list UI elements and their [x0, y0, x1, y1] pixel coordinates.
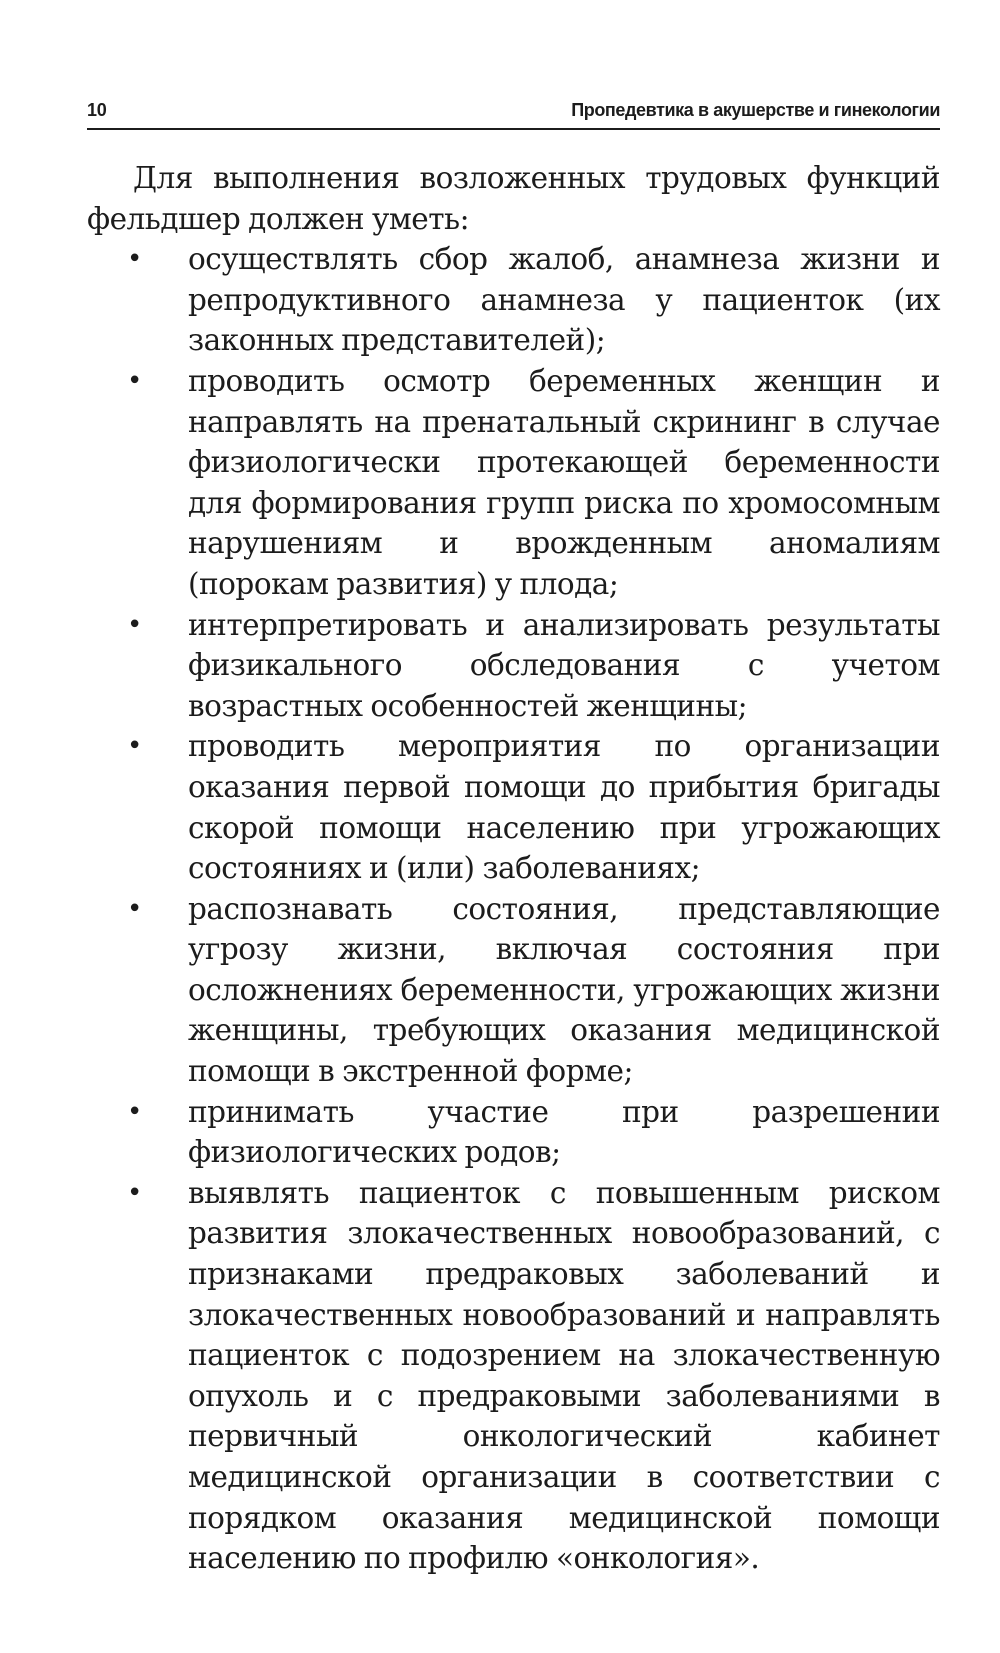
bullet-icon: •	[127, 1096, 142, 1127]
page-number: 10	[87, 100, 107, 120]
list-item-text: интерпретировать и анализировать результаты физикального обследования с учетом возрастных особенностей женщины;	[188, 607, 940, 723]
body-text	[87, 158, 940, 1579]
list-item	[87, 1173, 940, 1579]
list-item-text: принимать участие при разрешении физиологических родов;	[188, 1094, 940, 1170]
list-item	[87, 726, 940, 888]
book-title: Пропедевтика в акушерстве и гинекологии	[571, 100, 940, 120]
skills-list	[87, 239, 940, 1579]
list-item	[87, 1092, 940, 1173]
list-item-text: осуществлять сбор жалоб, анамнеза жизни и репродуктивного анамнеза у пациенток (их законных представителей);	[188, 242, 940, 358]
bullet-icon: •	[127, 1177, 142, 1208]
list-item	[87, 239, 940, 361]
list-item-text: выявлять пациенток с повышенным риском развития злокачественных новообразований, с признаками предраковых заболеваний и злокачественных новообразований и направлять пациенток с подозрением на злокачественную опухоль и с предраковыми заболеваниями в первичный онкологический кабинет медицинской организации в соответствии с порядком оказания медицинской помощи населению по профилю «онкология».	[188, 1175, 940, 1576]
intro-paragraph: Для выполнения возложенных трудовых функций фельдшер должен уметь:	[87, 161, 940, 236]
list-item-text: распознавать состояния, представляющие угрозу жизни, включая состояния при осложнениях беременности, угрожающих жизни женщины, требующих оказания медицинской помощи в экстренной форме;	[188, 891, 940, 1089]
list-item	[87, 361, 940, 605]
bullet-icon: •	[127, 609, 142, 640]
list-item-text: проводить осмотр беременных женщин и направлять на пренатальный скрининг в случае физиологически протекающей беременности для формирования групп риска по хромосомным нарушениям и врожденным аномалиям (порокам развития) у плода;	[188, 363, 940, 601]
list-item	[87, 605, 940, 727]
list-item-text: проводить мероприятия по организации оказания первой помощи до прибытия бригады скорой помощи населению при угрожающих состояниях и (или) заболеваниях;	[188, 729, 940, 886]
running-header	[87, 98, 940, 130]
bullet-icon: •	[127, 893, 142, 924]
bullet-icon: •	[127, 365, 142, 396]
bullet-icon: •	[127, 244, 142, 275]
bullet-icon: •	[127, 731, 142, 762]
list-item	[87, 889, 940, 1092]
